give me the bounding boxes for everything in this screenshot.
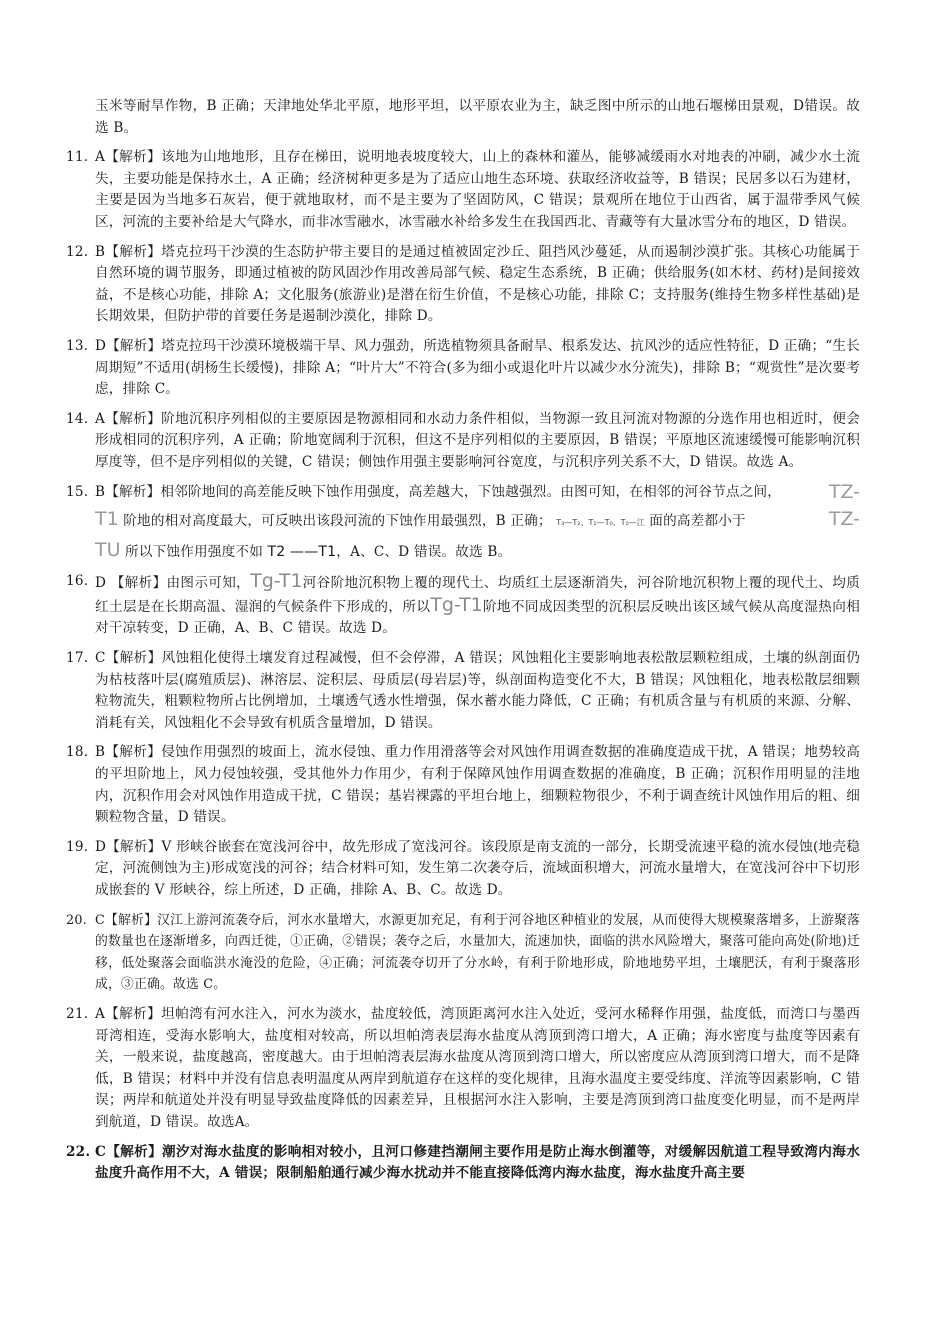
item-text: A【解析】坦帕湾有河水注入，河水为淡水，盐度较低，湾顶距离河水注入处近，受河水稀释作用强，盐度低，而湾口与墨西哥湾相连，受海水影响大，盐度相对较高，所以坦帕湾表层海水盐度从湾顶到湾口增大，A 正确；海水密度与盐度等因素有关，一般来说，盐度越高，密度越大。由于坦帕湾表层海水盐度从湾顶到湾口增大，所以密度应从湾顶到湾口增大，而不是降低，B 错误；材料中并没有信息表明温度从两岸到航道存在这样的变化规律，且海水温度主要受纬度、洋流等因素影响，C 错误；两岸和航道处并没有明显导致盐度降低的因素差异，且根据河水注入影响，主要是湾顶到湾口盐度变化明显，而不是两岸到航道，D 错误。故选A。 [95, 1005, 860, 1130]
answer-item-22 [66, 1142, 860, 1185]
item-text-part: D 【解析】由图示可知， [95, 575, 251, 592]
item-number: 11. [66, 149, 89, 166]
answer-item-16 [66, 570, 861, 640]
item-number: 17. [66, 650, 89, 667]
item-text: C【解析】潮汐对海水盐度的影响相对较小，且河口修建挡潮闸主要作用是防止海水倒灌等，对缓解因航道工程导致湾内海水盐度升高作用不大，A 错误；限制船舶通行减少海水扰动并不能直接降低湾内海水盐度，海水盐度升高主要 [95, 1143, 860, 1182]
answer-item-12 [66, 242, 860, 328]
item-text-part: 面的高差都小于 [649, 513, 746, 530]
item-text: C【解析】风蚀粗化使得土壤发育过程减慢，但不会停滞，A 错误；风蚀粗化主要影响地表松散层颗粒组成，土壤的纵剖面仍为枯枝落叶层(腐殖质层)、淋溶层、淀积层、母质层(母岩层)等，纵剖面构造变化不大，B 错误；风蚀粗化，地表松散层细颗粒物流失，粗颗粒物所占比例增加，土壤透气透水性增强，保水蓄水能力降低，C 正确；有机质含量与有机质的来源、分解、消耗有关，风蚀粗化不会导致有机质含量增加，D 错误。 [95, 650, 860, 731]
terrace-label-t1: T1 [95, 508, 119, 531]
item-text-part: 阶地的相对高度最大，可反映出该段河流的下蚀作用最强烈，B 正确； [123, 513, 552, 530]
item-text: D【解析】塔克拉玛干沙漠环境极端干旱、风力强劲，所选植物须具备耐旱、根系发达、抗风沙的适应性特征，D 正确；“生长周期短”不适用(胡杨生长缓慢)，排除 A；“叶片大”不符合(多为细小或退化叶片以减少水分流失)，排除 B；“观赏性”是次要考虑，排除 C。 [95, 337, 860, 398]
terrace-pairs-small: T₃—T₂、T₁—T₀、T₀—江 [556, 518, 645, 528]
item-number: 19. [66, 838, 89, 855]
item-text: A【解析】该地为山地地形，且存在梯田，说明地表坡度较大，山上的森林和灌丛，能够减缓雨水对地表的冲刷，减少水土流失，主要功能是保持水土，A 正确；经济树种更多是为了适应山地生态环境、获取经济收益等，B 错误；民居多以石为建材，主要是因为当地多石灰岩，便于就地取材，而不是主要为了坚固防风，C 错误；景观所在地位于山西省，属于温带季风气候区，河流的主要补给是大气降水，而非冰雪融水，冰雪融水补给多发生在我国西北、青藏等有大量冰雪分布的地区，D 错误。 [95, 149, 860, 230]
item-text-part: B【解析】相邻阶地间的高差能反映下蚀作用强度，高差越大，下蚀越强烈。由图可知，在相邻的河谷节点之间， [95, 483, 782, 500]
item-number: 13. [66, 337, 89, 354]
answer-item-15 [66, 480, 860, 564]
item-number: 15. [66, 483, 89, 500]
item-number: 20. [66, 912, 87, 928]
item-text-part: ，A、C、D 错误。故选 B。 [336, 543, 512, 560]
item-text: B【解析】塔克拉玛干沙漠的生态防护带主要目的是通过植被固定沙丘、阻挡风沙蔓延，从而遏制沙漠扩张。其核心功能属于自然环境的调节服务，即通过植被的防风固沙作用改善局部气候、稳定生态系统，B 正确；供给服务(如木材、药材)是间接效益，不是核心功能，排除 A；文化服务(旅游业)是潜在衍生价值，不是核心功能，排除 C；支持服务(维持生物多样性基础)是长期效果，但防护带的首要任务是遏制沙漠化，排除 D。 [95, 243, 860, 325]
item-number: 21. [66, 1005, 89, 1022]
item-text: D【解析】V 形峡谷嵌套在宽浅河谷中，故先形成了宽浅河谷。该段原是南支流的一部分，长期受流速平稳的流水侵蚀(地壳稳定，河流侧蚀为主)形成宽浅的河谷；结合材料可知，发生第二次袭夺后，流域面积增大，河流水量增大，在宽浅河谷中下切形成嵌套的 V 形峡谷，综上所述，D 正确，排除 A、B、C。故选 D。 [95, 838, 860, 898]
item-number: 16. [66, 573, 89, 590]
answer-item-14 [66, 409, 860, 474]
terrace-label-t2-t1: T2 ——T1 [267, 543, 337, 560]
terrace-label-tu: TU [95, 538, 121, 561]
answer-item-18 [66, 742, 860, 828]
item-number: 18. [66, 744, 89, 761]
answer-page [66, 96, 861, 1185]
item-number: 22. [66, 1143, 91, 1160]
answer-item-13 [66, 336, 860, 401]
item-text: C【解析】汉江上游河流袭夺后，河水水量增大，水源更加充足，有利于河谷地区种植业的发展，从而使得大规模聚落增多，上游聚落的数量也在逐渐增多，向西迁徙，①正确，②错误；袭夺之后，水量加大，流速加快，面临的洪水风险增大，聚落可能向高处(阶地)迁移，低处聚落会面临洪水淹没的危险，④正确；河流袭夺切开了分水岭，有利于阶地形成，阶地地势平坦，土壤肥沃，有利于聚落形成，③正确。故选 C。 [95, 912, 860, 993]
answer-item-17 [66, 648, 860, 734]
item-number: 12. [66, 243, 89, 260]
item-text: B【解析】侵蚀作用强烈的坡面上，流水侵蚀、重力作用滑落等会对风蚀作用调查数据的准确度造成干扰，A 错误；地势较高的平坦阶地上，风力侵蚀较强，受其他外力作用少，有利于保障风蚀作用调查数据的准确度，B 正确；沉积作用明显的洼地内，沉积作用会对风蚀作用造成干扰，C 错误；基岩裸露的平坦台地上，细颗粒物很少，不利于调查统计风蚀作用后的粗、细颗粒物含量，D 错误。 [95, 744, 860, 826]
item-text-part: 所以下蚀作用强度不如 [125, 543, 263, 560]
answer-item-11 [66, 147, 860, 233]
terrace-label-tz: TZ- [828, 480, 860, 503]
terrace-label-tg-t1: Tg-T1 [430, 593, 483, 616]
terrace-label-tz: TZ- [828, 508, 860, 531]
item-text: A【解析】阶地沉积序列相似的主要原因是物源相同和水动力条件相似，当物源一致且河流对物源的分选作用也相近时，便会形成相同的沉积序列，A 正确；阶地宽阔利于沉积，但这不是序列相似的主要原因，B 错误；平原地区流速缓慢可能影响沉积厚度等，但不是序列相似的关键，C 错误；侧蚀作用强主要影响河谷宽度，与沉积序列关系不大，D 错误。故选 A。 [95, 410, 860, 470]
item-text-part: 阶地不同成因类型的沉积层反映出该区域气候从高度湿热向相对干凉转变，D 正确，A、B、C 错误。故选 D。 [95, 598, 860, 637]
intro-paragraph: 玉米等耐旱作物，B 正确；天津地处华北平原，地形平坦，以平原农业为主，缺乏图中所示的山地石堰梯田景观，D错误。故选 B。 [95, 98, 860, 136]
answer-item-21 [66, 1004, 860, 1134]
item-text-part: 河谷阶地沉积物上覆的现代土、均质红土层逐渐消失，河谷阶地沉积物上覆的现代土、均质红土层是在长期高温、湿润的气候条件下形成的，所以 [95, 575, 861, 615]
terrace-label-tg-t1: Tg-T1 [250, 570, 303, 593]
answer-item-19 [66, 837, 860, 902]
answer-item-20 [66, 910, 860, 996]
item-number: 14. [66, 410, 89, 427]
